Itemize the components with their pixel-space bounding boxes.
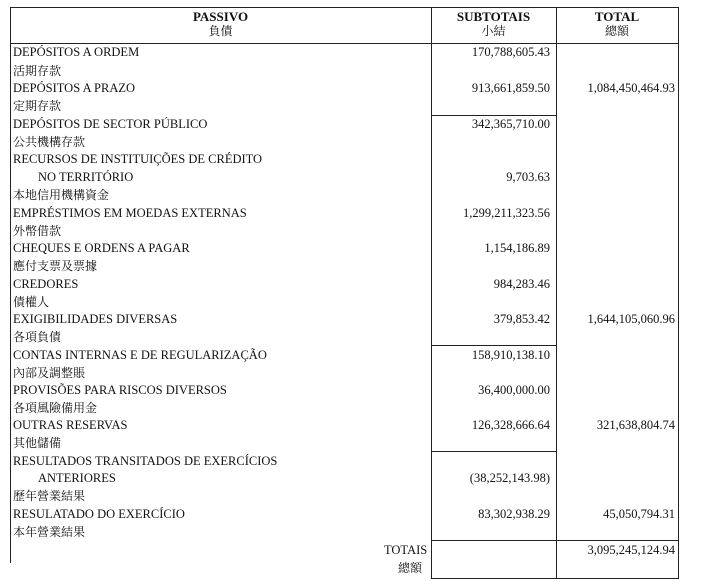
row-label: PROVISÕES PARA RISCOS DIVERSOS (13, 383, 227, 397)
row-label: RECURSOS DE INSTITUIÇÕES DE CRÉDITO (13, 152, 263, 166)
row-subtotal: 36,400,000.00 (478, 383, 550, 397)
header-total-zh: 總額 (604, 24, 629, 38)
table-border-right (678, 7, 679, 579)
row-label-zh: 各項負債 (13, 330, 62, 344)
row-subtotal: 9,703.63 (506, 170, 550, 184)
header-passivo-label: PASSIVO (192, 9, 249, 24)
row-subtotal: 984,283.46 (493, 277, 550, 291)
row-label-zh: 各項風險備用金 (13, 401, 98, 415)
row-subtotal: 126,328,666.64 (471, 418, 550, 432)
row-label-zh: 本年營業結果 (13, 525, 86, 539)
row-subtotal: 913,661,859.50 (471, 81, 550, 95)
row-subtotal: 83,302,938.29 (478, 507, 550, 521)
row-label: CREDORES (13, 277, 79, 291)
row-label: RESULTADOS TRANSITADOS DE EXERCÍCIOS (13, 454, 278, 468)
totais-label-zh: 總額 (398, 561, 423, 575)
grand-total: 3,095,245,124.94 (587, 543, 675, 557)
row-label-continued: ANTERIORES (38, 471, 116, 485)
row-total: 321,638,804.74 (596, 418, 675, 432)
row-label: OUTRAS RESERVAS (13, 418, 128, 432)
header-passivo (10, 9, 431, 39)
subtotal-group-separator (431, 345, 557, 346)
row-label-zh: 定期存款 (13, 99, 62, 113)
row-label-zh: 歷年營業結果 (13, 489, 86, 503)
header-total (556, 9, 678, 39)
row-total: 1,084,450,464.93 (587, 81, 675, 95)
totais-label: TOTAIS (384, 543, 428, 557)
row-label: DEPÓSITOS A ORDEM (13, 45, 140, 59)
row-label: RESULATADO DO EXERCÍCIO (13, 507, 185, 521)
row-subtotal: 1,299,211,323.56 (462, 206, 550, 220)
row-subtotal: (38,252,143.98) (469, 471, 550, 485)
row-label: EMPRÉSTIMOS EM MOEDAS EXTERNAS (13, 206, 247, 220)
row-label-zh: 公共機構存款 (13, 135, 86, 149)
row-total: 1,644,105,060.96 (587, 312, 675, 326)
header-subtotais-label: SUBTOTAIS (456, 9, 531, 24)
row-label-zh: 活期存款 (13, 64, 62, 78)
row-label-zh: 外幣借款 (13, 224, 62, 238)
row-total: 45,050,794.31 (603, 507, 675, 521)
header-subtotais (431, 9, 556, 39)
row-label: EXIGIBILIDADES DIVERSAS (13, 312, 178, 326)
subtotal-group-separator (431, 451, 557, 452)
row-subtotal: 170,788,605.43 (471, 45, 550, 59)
table-border-left-body (10, 43, 11, 563)
table-border-bottom (431, 578, 679, 579)
row-subtotal: 379,853.42 (493, 312, 550, 326)
row-subtotal: 342,365,710.00 (471, 117, 550, 131)
table-border-top (10, 7, 679, 8)
row-label-continued: NO TERRITÓRIO (38, 170, 134, 184)
header-total-label: TOTAL (594, 9, 640, 24)
totais-separator (431, 540, 679, 541)
row-subtotal: 1,154,186.89 (484, 241, 550, 255)
row-label: DEPÓSITOS DE SECTOR PÚBLICO (13, 117, 208, 131)
row-label-zh: 內部及調整賬 (13, 366, 86, 380)
header-passivo-zh: 負債 (208, 24, 233, 38)
row-label-zh: 應付支票及票據 (13, 259, 98, 273)
balance-sheet-table (10, 7, 678, 579)
row-label: CHEQUES E ORDENS A PAGAR (13, 241, 190, 255)
row-subtotal: 158,910,138.10 (471, 348, 550, 362)
row-label: DEPÓSITOS A PRAZO (13, 81, 136, 95)
header-subtotais-zh: 小結 (481, 24, 506, 38)
row-label-zh: 其他儲備 (13, 436, 62, 450)
row-label-zh: 債權人 (13, 295, 50, 309)
row-label: CONTAS INTERNAS E DE REGULARIZAÇÃO (13, 348, 267, 362)
row-label-zh: 本地信用機構資金 (13, 188, 110, 202)
